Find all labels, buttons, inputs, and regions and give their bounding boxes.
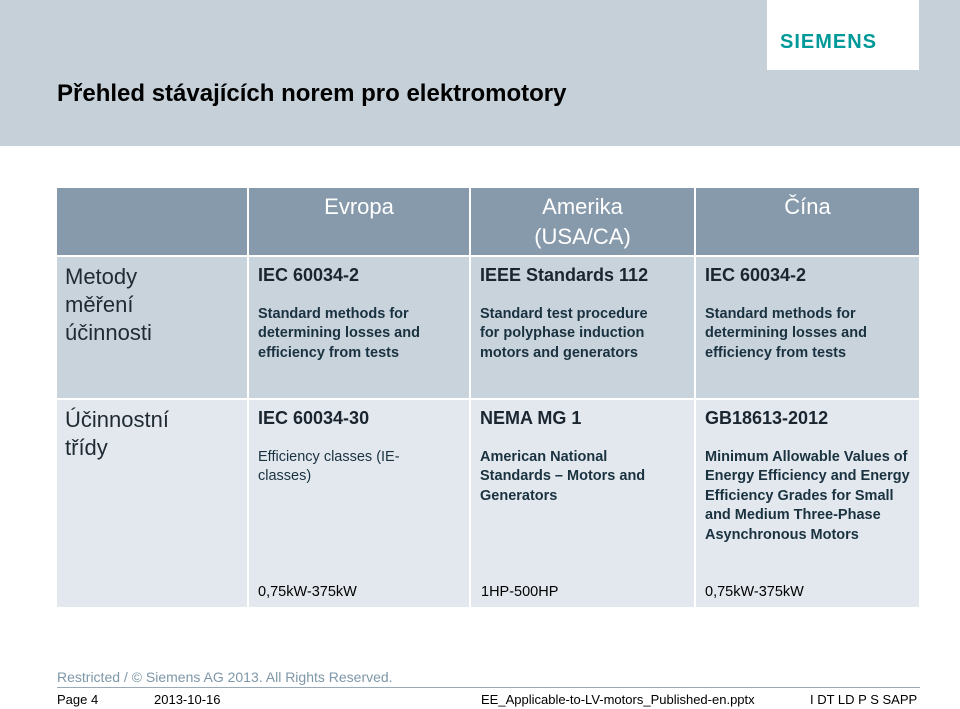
standard-title: IEC 60034-30: [258, 408, 370, 428]
standard-title: GB18613-2012: [705, 408, 829, 428]
power-range-europe: 0,75kW-375kW: [258, 584, 357, 600]
standard-title: IEC 60034-2: [705, 265, 807, 285]
footer-filename: EE_Applicable-to-LV-motors_Published-en.pptx: [481, 692, 755, 707]
cell-america-classes: [471, 400, 694, 607]
cell-china-classes: [696, 400, 919, 607]
standard-title: IEEE Standards 112: [480, 265, 649, 285]
power-range-china: 0,75kW-375kW: [705, 584, 804, 600]
standard-description: Minimum Allowable Values of Energy Efficiency and Energy Efficiency Grades for Small and Medium Three-Phase Asynchronous Motors: [705, 449, 910, 543]
row-label-measurement-text: Metody měření účinnosti: [65, 264, 152, 345]
row-label-efficiency-classes-text: Účinnostní třídy: [65, 407, 169, 460]
siemens-logo: SIEMENS: [780, 31, 878, 53]
cell-europe-classes: [249, 400, 469, 607]
column-header-europe: Evropa: [249, 188, 469, 255]
row-label-measurement: [57, 257, 247, 398]
column-header-america: [471, 188, 694, 255]
standard-title: NEMA MG 1: [480, 408, 582, 428]
row-label-efficiency-classes: [57, 400, 247, 607]
page-number: Page 4: [57, 692, 99, 707]
standard-description: Standard methods for determining losses and efficiency from tests: [258, 306, 420, 361]
standard-description: Standard test procedure for polyphase induction motors and generators: [480, 306, 648, 361]
table-corner-cell: [57, 188, 247, 255]
footer-date: 2013-10-16: [154, 692, 221, 707]
restricted-notice: Restricted / © Siemens AG 2013. All Rights Reserved.: [57, 669, 393, 685]
standard-description: Standard methods for determining losses and efficiency from tests: [705, 306, 867, 361]
standard-description: American National Standards – Motors and Generators: [480, 449, 646, 504]
column-header-america-label: Amerika (USA/CA): [534, 194, 631, 249]
column-header-china: Čína: [696, 188, 919, 255]
footer-department: I DT LD P S SAPP: [810, 692, 918, 707]
cell-china-measurement: [696, 257, 919, 398]
cell-europe-measurement: [249, 257, 469, 398]
power-range-america: 1HP-500HP: [481, 584, 559, 600]
standard-title: IEC 60034-2: [258, 265, 360, 285]
cell-america-measurement: [471, 257, 694, 398]
slide-title: Přehled stávajících norem pro elektromotory: [57, 80, 567, 107]
standard-description: Efficiency classes (IE-classes): [258, 449, 400, 485]
footer-divider: [57, 687, 920, 688]
